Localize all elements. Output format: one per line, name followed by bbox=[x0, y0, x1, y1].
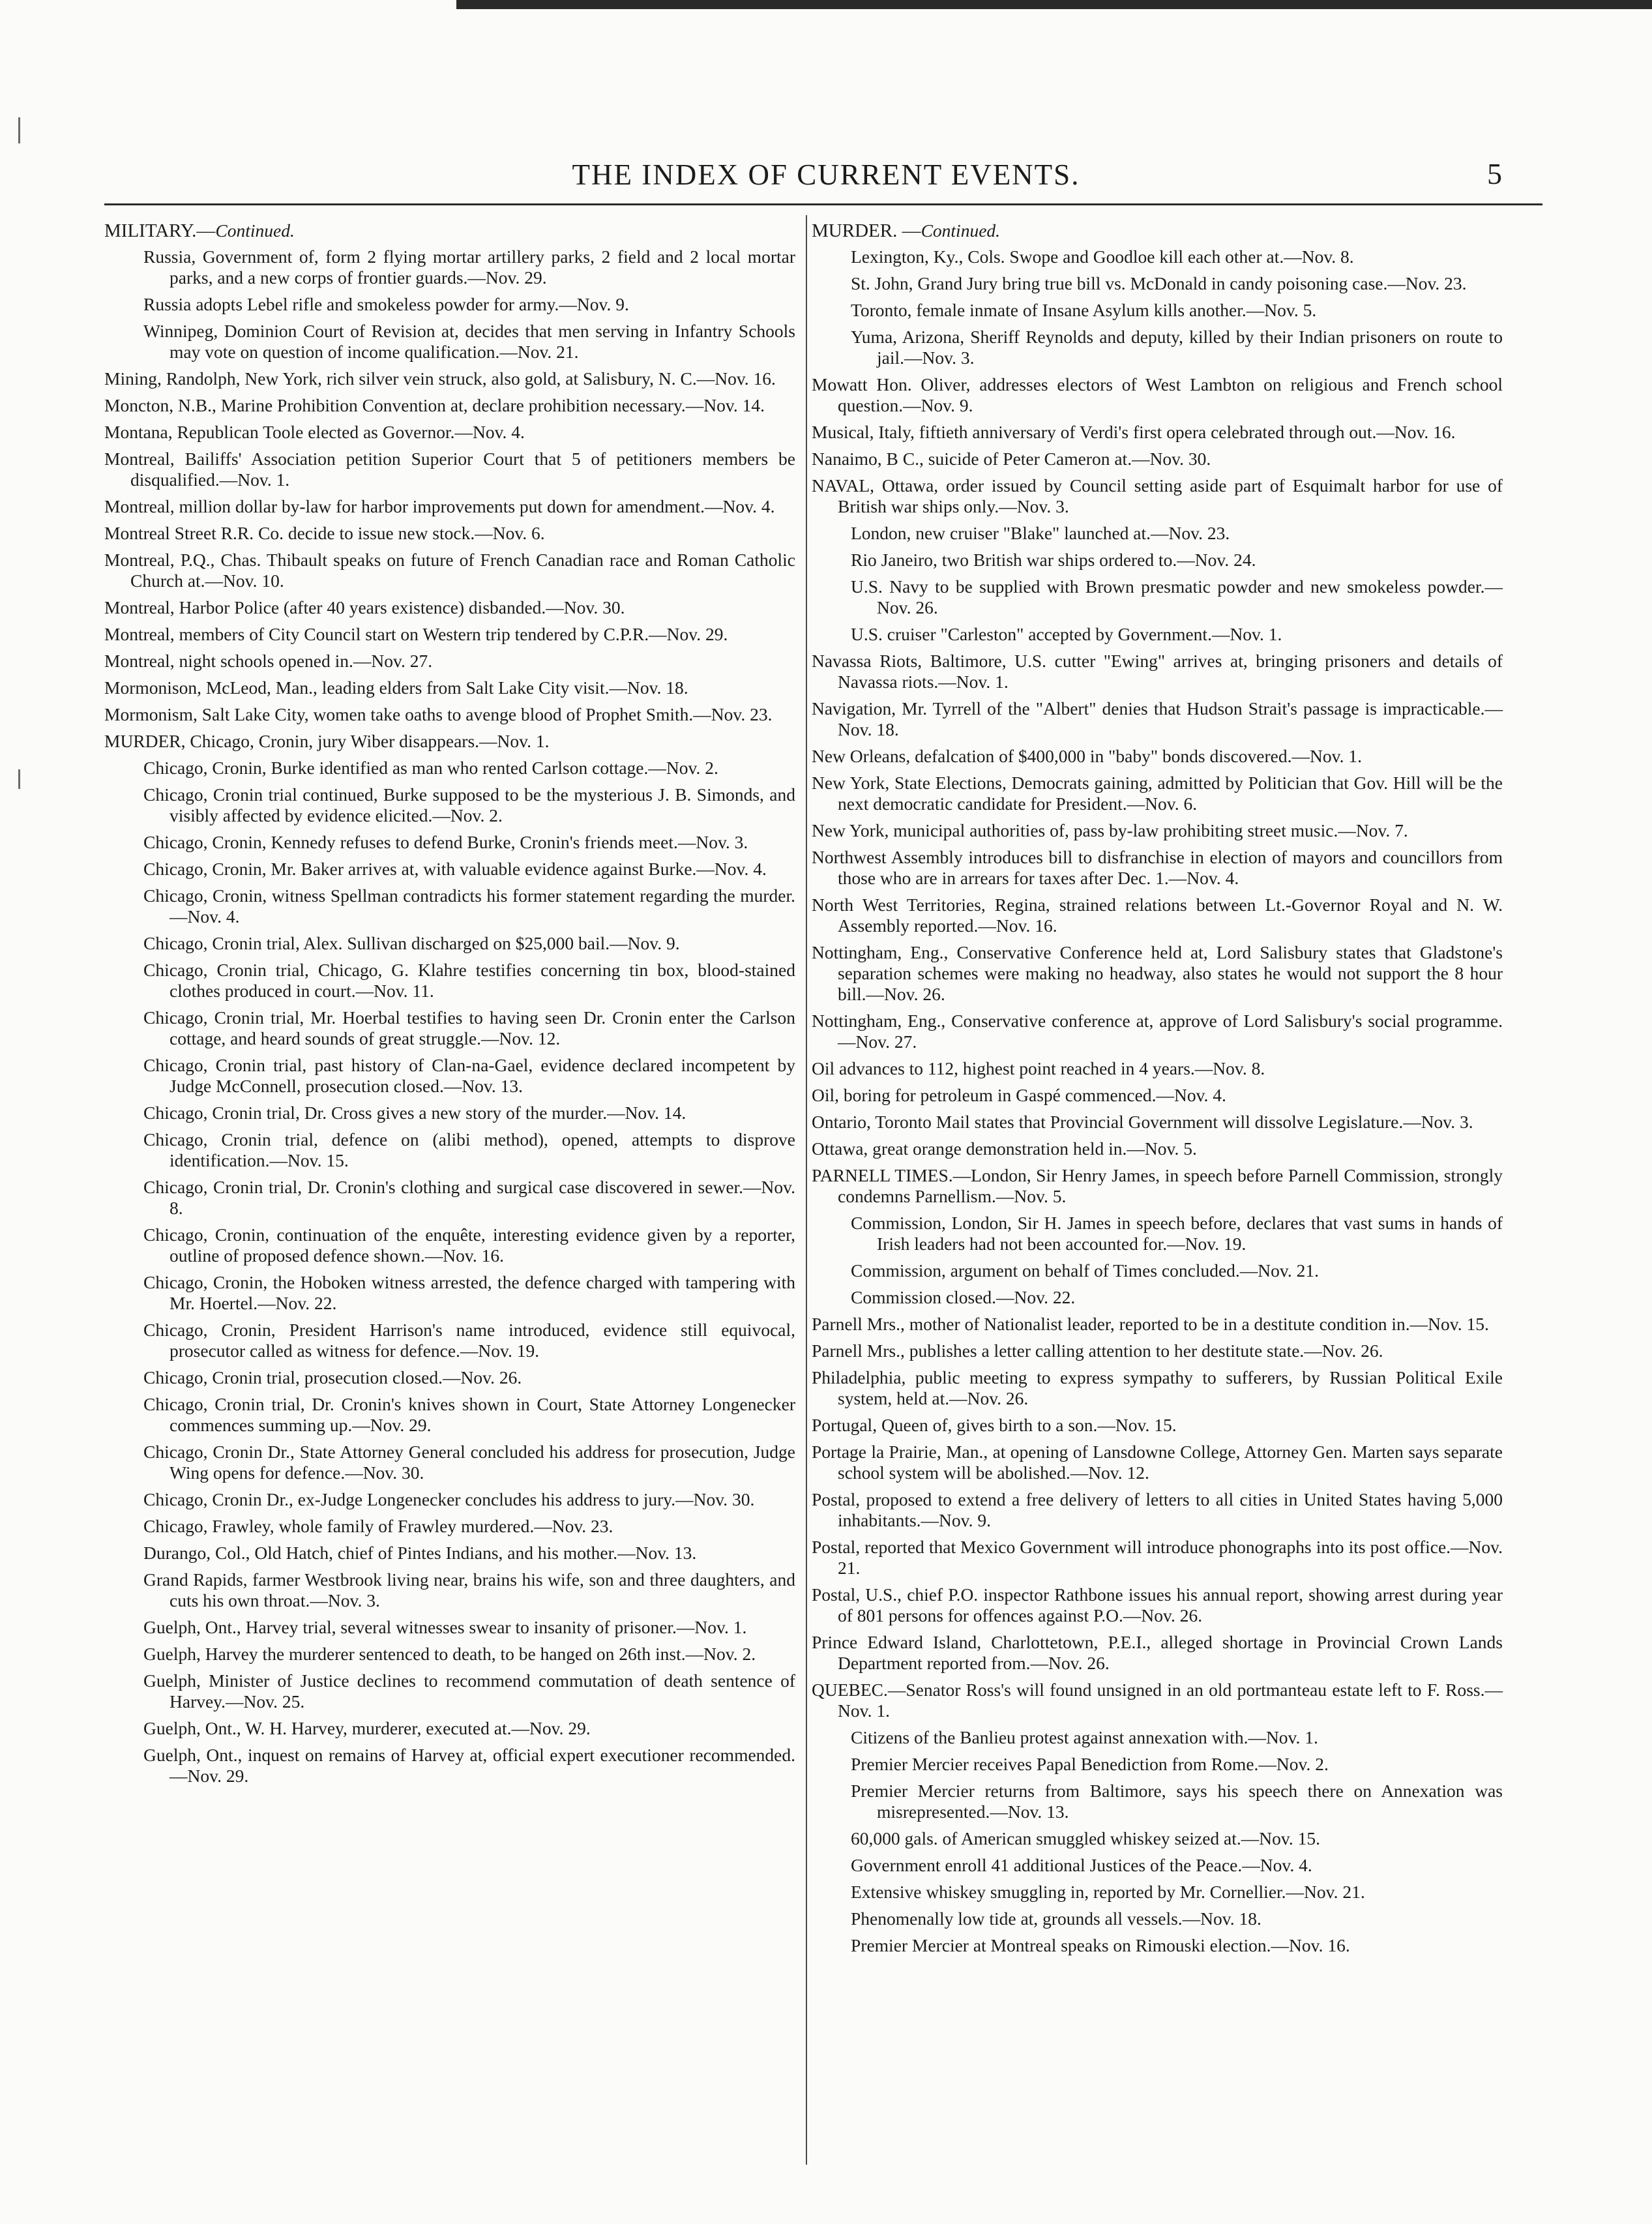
index-subentry: Citizens of the Banlieu protest against annexation with.—Nov. 1. bbox=[851, 1727, 1318, 1747]
index-subentry: Chicago, Cronin trial, Dr. Cronin's knives shown in Court, State Attorney Longenecker commences summing up.—Nov. 29. bbox=[143, 1394, 795, 1435]
index-entry: Oil advances to 112, highest point reached in 4 years.—Nov. 8. bbox=[812, 1058, 1265, 1078]
margin-mark bbox=[18, 769, 20, 789]
continued-label: Continued. bbox=[921, 220, 1001, 241]
index-subentry: Guelph, Ont., W. H. Harvey, murderer, executed at.—Nov. 29. bbox=[143, 1718, 591, 1738]
index-entry: Montana, Republican Toole elected as Governor.—Nov. 4. bbox=[104, 422, 525, 442]
index-subentry: Lexington, Ky., Cols. Swope and Goodloe kill each other at.—Nov. 8. bbox=[851, 246, 1354, 267]
section-heading-label: MURDER. — bbox=[812, 220, 921, 241]
index-entry: Moncton, N.B., Marine Prohibition Convention at, declare prohibition necessary.—Nov. 14. bbox=[104, 395, 765, 415]
index-subentry: Chicago, Cronin, continuation of the enquête, interesting evidence given by a reporter, outline of proposed defence shown.—Nov. 16. bbox=[143, 1224, 795, 1266]
index-subentry: 60,000 gals. of American smuggled whiskey seized at.—Nov. 15. bbox=[851, 1828, 1320, 1848]
index-entry: Montreal, million dollar by-law for harbor improvements put down for amendment.—Nov. 4. bbox=[104, 496, 775, 516]
index-subentry: Government enroll 41 additional Justices of the Peace.—Nov. 4. bbox=[851, 1855, 1312, 1875]
index-subentry: Chicago, Cronin, Kennedy refuses to defend Burke, Cronin's friends meet.—Nov. 3. bbox=[143, 832, 748, 852]
index-entry: Musical, Italy, fiftieth anniversary of Verdi's first opera celebrated through out.—Nov. 16. bbox=[812, 422, 1456, 442]
index-subentry: St. John, Grand Jury bring true bill vs. McDonald in candy poisoning case.—Nov. 23. bbox=[851, 273, 1467, 293]
index-entry: Mormonison, McLeod, Man., leading elders from Salt Lake City visit.—Nov. 18. bbox=[104, 677, 688, 698]
section-heading-label: MILITARY.— bbox=[104, 220, 216, 241]
index-subentry: Chicago, Cronin trial, Chicago, G. Klahre testifies concerning tin box, blood-stained clothes produced in court.—Nov. 11. bbox=[143, 960, 795, 1001]
index-subentry: Grand Rapids, farmer Westbrook living near, brains his wife, son and three daughters, and cuts his own throat.—Nov. 3. bbox=[143, 1569, 795, 1610]
index-entry: QUEBEC.—Senator Ross's will found unsigned in an old portmanteau estate left to F. Ross.—Nov. 1. bbox=[812, 1680, 1503, 1721]
index-subentry: Extensive whiskey smuggling in, reported by Mr. Cornellier.—Nov. 21. bbox=[851, 1882, 1365, 1902]
index-entry: Mormonism, Salt Lake City, women take oaths to avenge blood of Prophet Smith.—Nov. 23. bbox=[104, 704, 773, 724]
index-entry: New York, State Elections, Democrats gaining, admitted by Politician that Gov. Hill will be the next democratic candidate for President.—Nov. 6. bbox=[812, 773, 1503, 814]
index-subentry: Chicago, Cronin, Burke identified as man who rented Carlson cottage.—Nov. 2. bbox=[143, 758, 718, 778]
index-entry: New Orleans, defalcation of $400,000 in "baby" bonds discovered.—Nov. 1. bbox=[812, 746, 1362, 766]
index-subentry: Premier Mercier at Montreal speaks on Rimouski election.—Nov. 16. bbox=[851, 1935, 1350, 1955]
index-entry: Montreal Street R.R. Co. decide to issue new stock.—Nov. 6. bbox=[104, 523, 545, 543]
index-entry: PARNELL TIMES.—London, Sir Henry James, in speech before Parnell Commission, strongly condemns Parnellism.—Nov. 5. bbox=[812, 1165, 1503, 1206]
index-subentry: Chicago, Cronin trial, Dr. Cross gives a new story of the murder.—Nov. 14. bbox=[143, 1103, 686, 1123]
index-entry: Navassa Riots, Baltimore, U.S. cutter "Ewing" arrives at, bringing prisoners and details of Navassa riots.—Nov. 1. bbox=[812, 651, 1503, 692]
page-number: 5 bbox=[1487, 157, 1502, 190]
index-entry: Ottawa, great orange demonstration held in.—Nov. 5. bbox=[812, 1138, 1197, 1159]
index-subentry: Russia, Government of, form 2 flying mortar artillery parks, 2 field and 2 local mortar parks, and a new corps of frontier guards.—Nov. 29. bbox=[143, 246, 795, 288]
header-rule bbox=[104, 203, 1542, 205]
index-entry: Parnell Mrs., mother of Nationalist leader, reported to be in a destitute condition in.—Nov. 15. bbox=[812, 1314, 1489, 1334]
index-entry: Northwest Assembly introduces bill to disfranchise in election of mayors and councillors from those who are in arrears for taxes after Dec. 1.—Nov. 4. bbox=[812, 847, 1503, 888]
index-subentry: Chicago, Cronin trial, prosecution closed.—Nov. 26. bbox=[143, 1367, 522, 1387]
index-subentry: Yuma, Arizona, Sheriff Reynolds and deputy, killed by their Indian prisoners on route to jail.—Nov. 3. bbox=[851, 327, 1503, 368]
section-heading bbox=[104, 220, 795, 241]
index-subentry: Commission, argument on behalf of Times concluded.—Nov. 21. bbox=[851, 1260, 1320, 1281]
index-entry: Nottingham, Eng., Conservative conference at, approve of Lord Salisbury's social programme.—Nov. 27. bbox=[812, 1011, 1503, 1052]
index-entry: Mowatt Hon. Oliver, addresses electors of West Lambton on religious and French school question.—Nov. 9. bbox=[812, 374, 1503, 415]
right-column bbox=[812, 220, 1503, 1962]
index-subentry: Commission, London, Sir H. James in speech before, declares that vast sums in hands of Irish leaders had not been accounted for.—Nov. 19. bbox=[851, 1213, 1503, 1254]
index-subentry: Chicago, Cronin trial, Dr. Cronin's clothing and surgical case discovered in sewer.—Nov. 8. bbox=[143, 1177, 795, 1218]
index-subentry: Phenomenally low tide at, grounds all vessels.—Nov. 18. bbox=[851, 1908, 1261, 1929]
index-subentry: Chicago, Cronin, witness Spellman contradicts his former statement regarding the murder.—Nov. 4. bbox=[143, 885, 795, 927]
left-column bbox=[104, 220, 795, 1792]
margin-mark bbox=[18, 117, 20, 143]
index-subentry: Guelph, Minister of Justice declines to recommend commutation of death sentence of Harvey.—Nov. 25. bbox=[143, 1670, 795, 1712]
index-subentry: Chicago, Cronin, President Harrison's name introduced, evidence still equivocal, prosecutor called as witness for defence.—Nov. 19. bbox=[143, 1320, 795, 1361]
index-subentry: Toronto, female inmate of Insane Asylum kills another.—Nov. 5. bbox=[851, 300, 1317, 320]
index-subentry: Chicago, Cronin Dr., ex-Judge Longenecker concludes his address to jury.—Nov. 30. bbox=[143, 1489, 755, 1509]
index-subentry: Chicago, Cronin, the Hoboken witness arrested, the defence charged with tampering with Mr. Hoertel.—Nov. 22. bbox=[143, 1272, 795, 1313]
continued-label: Continued. bbox=[215, 220, 295, 241]
index-entry: Oil, boring for petroleum in Gaspé commenced.—Nov. 4. bbox=[812, 1085, 1226, 1105]
index-subentry: London, new cruiser "Blake" launched at.—Nov. 23. bbox=[851, 523, 1230, 543]
index-subentry: Guelph, Ont., Harvey trial, several witnesses swear to insanity of prisoner.—Nov. 1. bbox=[143, 1617, 747, 1637]
index-subentry: Chicago, Cronin trial continued, Burke supposed to be the mysterious J. B. Simonds, and visibly affected by evidence elicited.—Nov. 2. bbox=[143, 784, 795, 825]
index-subentry: Chicago, Frawley, whole family of Frawley murdered.—Nov. 23. bbox=[143, 1516, 613, 1536]
index-subentry: Winnipeg, Dominion Court of Revision at, decides that men serving in Infantry Schools may vote on question of income qualification.—Nov. 21. bbox=[143, 321, 795, 362]
index-subentry: Rio Janeiro, two British war ships ordered to.—Nov. 24. bbox=[851, 550, 1256, 570]
index-entry: Montreal, Harbor Police (after 40 years existence) disbanded.—Nov. 30. bbox=[104, 597, 625, 617]
index-entry: Postal, U.S., chief P.O. inspector Rathbone issues his annual report, showing arrest during year of 801 persons for offences against P.O.—Nov. 26. bbox=[812, 1584, 1503, 1625]
index-subentry: Chicago, Cronin trial, defence on (alibi method), opened, attempts to disprove identification.—Nov. 15. bbox=[143, 1129, 795, 1170]
index-subentry: Guelph, Ont., inquest on remains of Harvey at, official expert executioner recommended.—Nov. 29. bbox=[143, 1745, 795, 1786]
index-subentry: Chicago, Cronin trial, Mr. Hoerbal testifies to having seen Dr. Cronin enter the Carlson cottage, and heard sounds of great struggle.—Nov. 12. bbox=[143, 1007, 795, 1048]
index-entry: NAVAL, Ottawa, order issued by Council setting aside part of Esquimalt harbor for use of British war ships only.—Nov. 3. bbox=[812, 475, 1503, 516]
index-subentry: Chicago, Cronin trial, past history of Clan-na-Gael, evidence declared incompetent by Judge McConnell, prosecution closed.—Nov. 13. bbox=[143, 1055, 795, 1096]
index-subentry: Premier Mercier receives Papal Benediction from Rome.—Nov. 2. bbox=[851, 1754, 1329, 1774]
index-entry: Montreal, P.Q., Chas. Thibault speaks on future of French Canadian race and Roman Catholic Church at.—Nov. 10. bbox=[104, 550, 795, 591]
index-entry: MURDER, Chicago, Cronin, jury Wiber disappears.—Nov. 1. bbox=[104, 731, 550, 751]
index-subentry: Durango, Col., Old Hatch, chief of Pintes Indians, and his mother.—Nov. 13. bbox=[143, 1543, 697, 1563]
index-entry: Prince Edward Island, Charlottetown, P.E.I., alleged shortage in Provincial Crown Lands Department reported from.—Nov. 26. bbox=[812, 1632, 1503, 1673]
index-subentry: U.S. Navy to be supplied with Brown presmatic powder and new smokeless powder.—Nov. 26. bbox=[851, 576, 1503, 617]
index-entry: Nanaimo, B C., suicide of Peter Cameron at.—Nov. 30. bbox=[812, 449, 1211, 469]
top-edge-rule bbox=[456, 0, 1652, 9]
index-subentry: U.S. cruiser "Carleston" accepted by Government.—Nov. 1. bbox=[851, 624, 1282, 644]
index-entry: Nottingham, Eng., Conservative Conference held at, Lord Salisbury states that Gladstone's separation schemes were making no headway, also states he would not support the 8 hour bill.—Nov. 26. bbox=[812, 942, 1503, 1004]
index-entry: Postal, proposed to extend a free delivery of letters to all cities in United States having 5,000 inhabitants.—Nov. 9. bbox=[812, 1489, 1503, 1530]
index-entry: Parnell Mrs., publishes a letter calling attention to her destitute state.—Nov. 26. bbox=[812, 1341, 1383, 1361]
index-subentry: Premier Mercier returns from Baltimore, says his speech there on Annexation was misrepresented.—Nov. 13. bbox=[851, 1781, 1503, 1822]
running-head: THE INDEX OF CURRENT EVENTS. bbox=[572, 158, 1080, 191]
index-entry: Postal, reported that Mexico Government will introduce phonographs into its post office.—Nov. 21. bbox=[812, 1537, 1503, 1578]
index-subentry: Guelph, Harvey the murderer sentenced to death, to be hanged on 26th inst.—Nov. 2. bbox=[143, 1644, 756, 1664]
section-heading bbox=[812, 220, 1503, 241]
index-entry: New York, municipal authorities of, pass by-law prohibiting street music.—Nov. 7. bbox=[812, 820, 1408, 840]
index-entry: Mining, Randolph, New York, rich silver vein struck, also gold, at Salisbury, N. C.—Nov. 16. bbox=[104, 368, 776, 389]
index-entry: Montreal, Bailiffs' Association petition Superior Court that 5 of petitioners members be disqualified.—Nov. 1. bbox=[104, 449, 795, 490]
index-subentry: Chicago, Cronin, Mr. Baker arrives at, with valuable evidence against Burke.—Nov. 4. bbox=[143, 859, 767, 879]
index-entry: Portugal, Queen of, gives birth to a son.—Nov. 15. bbox=[812, 1415, 1177, 1435]
index-entry: Montreal, night schools opened in.—Nov. 27. bbox=[104, 651, 433, 671]
index-entry: North West Territories, Regina, strained relations between Lt.-Governor Royal and N. W. Assembly reported.—Nov. 16. bbox=[812, 895, 1503, 936]
index-entry: Ontario, Toronto Mail states that Provincial Government will dissolve Legislature.—Nov. 3. bbox=[812, 1112, 1473, 1132]
index-subentry: Chicago, Cronin trial, Alex. Sullivan discharged on $25,000 bail.—Nov. 9. bbox=[143, 933, 680, 953]
index-entry: Montreal, members of City Council start on Western trip tendered by C.P.R.—Nov. 29. bbox=[104, 624, 728, 644]
index-subentry: Russia adopts Lebel rifle and smokeless powder for army.—Nov. 9. bbox=[143, 294, 629, 314]
index-entry: Navigation, Mr. Tyrrell of the "Albert" denies that Hudson Strait's passage is impracticable.—Nov. 18. bbox=[812, 698, 1503, 739]
index-entry: Portage la Prairie, Man., at opening of Lansdowne College, Attorney Gen. Marten says separate school system will be abolished.—Nov. 12. bbox=[812, 1442, 1503, 1483]
index-subentry: Commission closed.—Nov. 22. bbox=[851, 1287, 1076, 1307]
column-divider bbox=[806, 215, 807, 2165]
index-subentry: Chicago, Cronin Dr., State Attorney General concluded his address for prosecution, Judge Wing opens for defence.—Nov. 30. bbox=[143, 1442, 795, 1483]
index-entry: Philadelphia, public meeting to express sympathy to sufferers, by Russian Political Exile system, held at.—Nov. 26. bbox=[812, 1367, 1503, 1408]
